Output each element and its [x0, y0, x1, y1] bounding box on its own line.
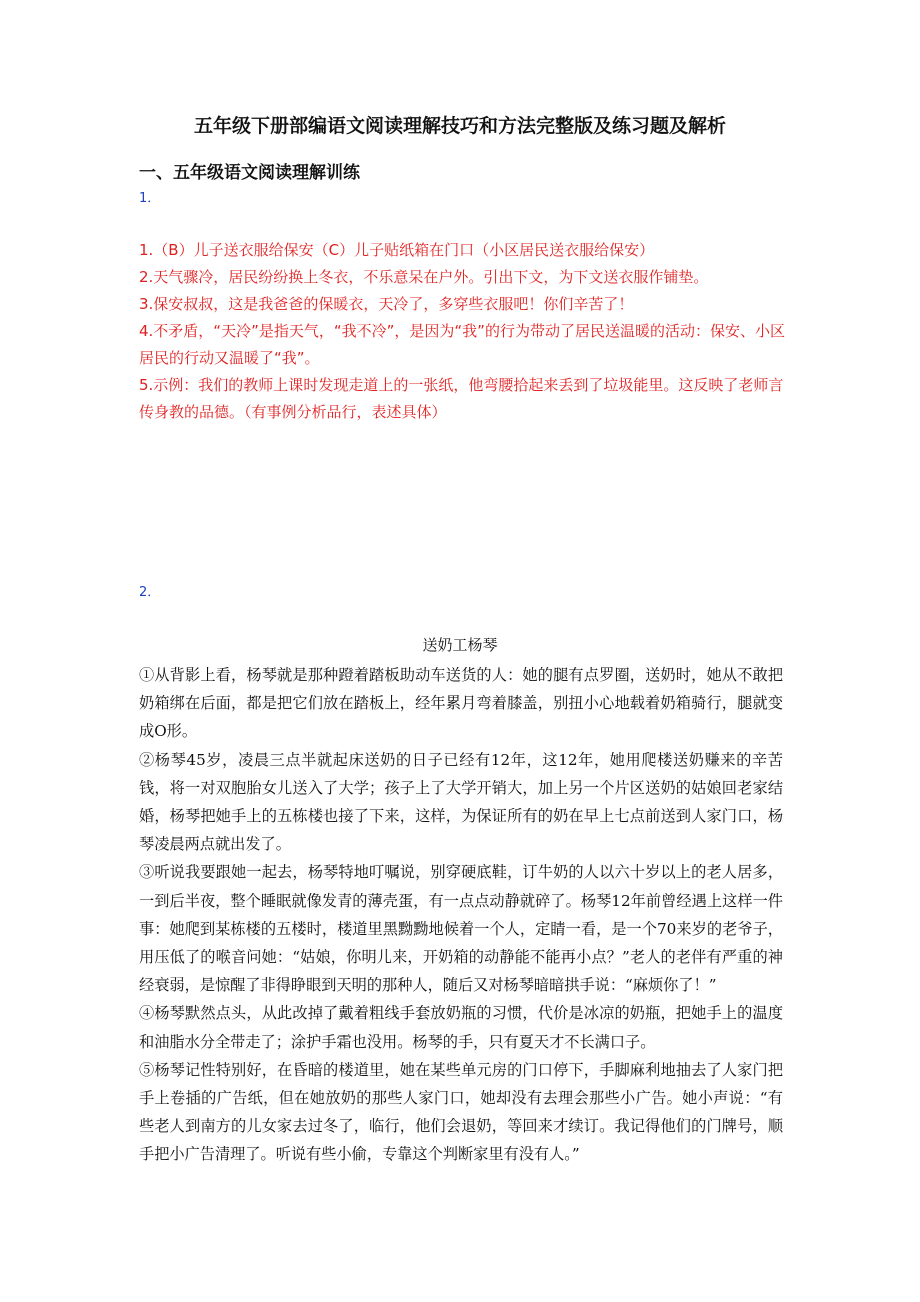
question-1-number: 1．	[139, 191, 161, 206]
document-title: 五年级下册部编语文阅读理解技巧和方法完整版及练习题及解析	[193, 115, 726, 137]
passage-paragraph-4: ④杨琴默然点头，从此改掉了戴着粗线手套放奶瓶的习惯，代价是冰凉的奶瓶，把她手上的温度和油脂水分全带走了；涂护手霜也没用。杨琴的手，只有夏天才不长满口子。	[139, 1004, 783, 1051]
question-1-answers	[139, 237, 789, 426]
passage-body	[139, 661, 783, 1169]
answer-2: 2.天气骤冷，居民纷纷换上冬衣，不乐意呆在户外。引出下文，为下文送衣服作铺垫。	[139, 268, 709, 286]
question-2-number: 2．	[139, 585, 161, 600]
passage-paragraph-1: ①从背影上看，杨琴就是那种蹬着踏板助动车送货的人：她的腿有点罗圈，送奶时，她从不敢把奶箱绑在后面，都是把它们放在踏板上，经年累月弯着膝盖，别扭小心地载着奶箱骑行，腿就变成O形。	[139, 666, 783, 741]
answer-4: 4.不矛盾，“天冷”是指天气，“我不冷”，是因为“我”的行为带动了居民送温暖的活动：保安、小区居民的行动又温暖了“我”。	[139, 322, 785, 367]
passage-paragraph-5: ⑤杨琴记性特别好，在昏暗的楼道里，她在某些单元房的门口停下，手脚麻利地抽去了人家门把手上卷插的广告纸，但在她放奶的那些人家门口，她却没有去理会那些小广告。她小声说：“有些老人到南方的儿女家去过冬了，临行，他们会退奶，等回来才续订。我记得他们的门牌号，顺手把小广告清理了。听说有些小偷，专靠这个判断家里有没有人。”	[139, 1060, 783, 1164]
answer-5: 5.示例：我们的教师上课时发现走道上的一张纸，他弯腰拾起来丢到了垃圾能里。这反映了老师言传身教的品德。（有事例分析品行，表述具体）	[139, 376, 784, 421]
passage-paragraph-2: ②杨琴45岁，凌晨三点半就起床送奶的日子已经有12年，这12年，她用爬楼送奶赚来的辛苦钱，将一对双胞胎女儿送入了大学；孩子上了大学开销大，加上另一个片区送奶的姑娘回老家结婚，杨琴把她手上的五栋楼也接了下来，这样，为保证所有的奶在早上七点前送到人家门口，杨琴凌晨两点就出发了。	[139, 750, 783, 854]
answer-1: 1.（B）儿子送衣服给保安（C）儿子贴纸箱在门口（小区居民送衣服给保安）	[139, 241, 655, 259]
passage-title: 送奶工杨琴	[422, 636, 498, 654]
section-heading: 一、五年级语文阅读理解训练	[139, 163, 360, 183]
answer-3: 3.保安叔叔，这是我爸爸的保暖衣，天冷了，多穿些衣服吧！你们辛苦了！	[139, 295, 634, 313]
passage-paragraph-3: ③听说我要跟她一起去，杨琴特地叮嘱说，别穿硬底鞋，订牛奶的人以六十岁以上的老人居多，一到后半夜，整个睡眠就像发青的薄壳蛋，有一点点动静就碎了。杨琴12年前曾经遇上这样一件事：她爬到某栋楼的五楼时，楼道里黑黝黝地候着一个人，定睛一看，是一个70来岁的老爷子，用压低了的喉音问她：“姑娘，你明儿来，开奶箱的动静能不能再小点？”老人的老伴有严重的神经衰弱，是惊醒了非得睁眼到天明的那种人，随后又对杨琴暗暗拱手说：“麻烦你了！”	[139, 863, 783, 995]
